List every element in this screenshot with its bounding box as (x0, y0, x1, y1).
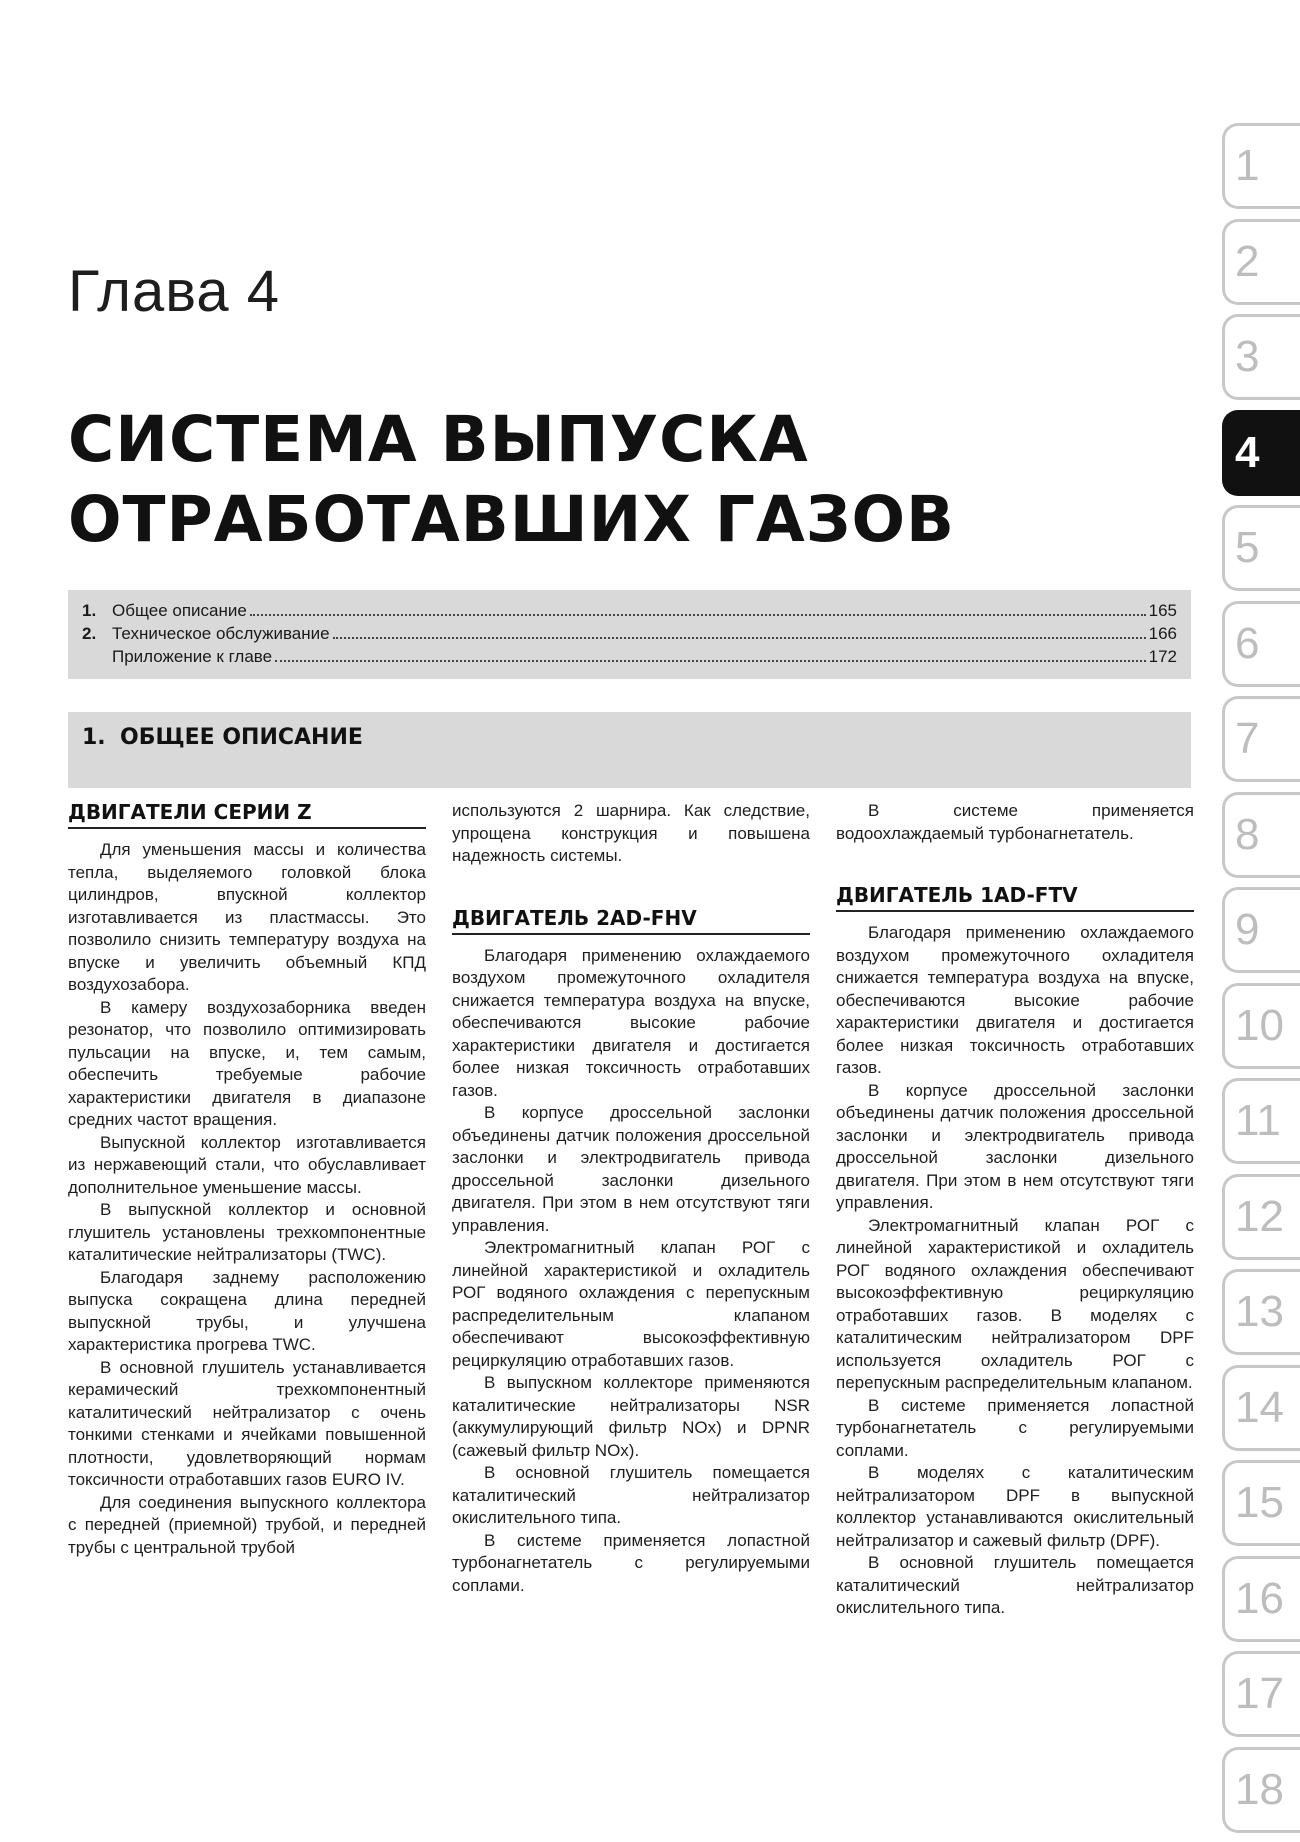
section-title: ОБЩЕЕ ОПИСАНИЕ (120, 725, 363, 750)
section-heading (68, 712, 1191, 788)
toc-entry[interactable] (82, 601, 1177, 624)
paragraph: Благодаря применению охлаждаемого воздухом промежуточного охладителя снижается температура воздуха на впуске, обеспечиваются высокие рабочие характеристики двигателя и достигается более низкая токсичность отработавших газов. (836, 923, 1194, 1077)
chapter-tab-18[interactable]: 18 (1222, 1747, 1300, 1833)
paragraph: В основной глушитель помещается каталитический нейтрализатор окислительного типа. (836, 1553, 1194, 1617)
chapter-tab-3[interactable]: 3 (1222, 314, 1300, 400)
toc-leader-dots (275, 660, 1146, 662)
paragraph: Для уменьшения массы и количества тепла, выделяемого головкой блока цилиндров, впускной коллектор изготавливается из пластмассы. Это позволило снизить температуру воздуха на впуске и увеличить объемный КПД воздухозабора. (68, 840, 426, 994)
paragraph: В основной глушитель устанавливается керамический трехкомпонентный каталитический нейтрализатор с очень тонкими стенками и ячейками повышенной плотности, удовлетворяющий нормам токсичности отработавших газов EURO IV. (68, 1357, 426, 1489)
paragraph: В камеру воздухозаборника введен резонатор, что позволило оптимизировать пульсации на впуске, и, тем самым, обеспечить требуемые рабочие характеристики двигателя в диапазоне средних частот вращения. (68, 997, 426, 1129)
chapter-tab-6[interactable]: 6 (1222, 601, 1300, 687)
toc-leader-dots (250, 614, 1146, 616)
chapter-tab-11[interactable]: 11 (1222, 1078, 1300, 1164)
chapter-tab-14[interactable]: 14 (1222, 1365, 1300, 1451)
paragraph: Для соединения выпускного коллектора с передней (приемной) трубой, и передней трубы с центральной трубой (68, 1492, 426, 1557)
text-column-1 (68, 800, 426, 1559)
paragraph: Электромагнитный клапан РОГ с линейной характеристикой и охладитель РОГ водяного охлаждения с перепускным распределительным клапаном обеспечивают высокоэффективную рециркуляцию отработавших газов. (452, 1238, 810, 1370)
chapter-tabs (1222, 123, 1300, 1842)
toc-entry-label: Техническое обслуживание (112, 624, 330, 643)
paragraph: В выпускном коллекторе применяются каталитические нейтрализаторы NSR (аккумулирующий фильтр NOx) и DPNR (сажевый фильтр NOx). (452, 1373, 810, 1460)
chapter-tab-12[interactable]: 12 (1222, 1174, 1300, 1260)
chapter-title (68, 400, 1028, 560)
chapter-tab-7[interactable]: 7 (1222, 696, 1300, 782)
subsection-heading: ДВИГАТЕЛИ СЕРИИ Z (68, 800, 426, 829)
text-column-2 (452, 800, 810, 1597)
chapter-title-line-1: СИСТЕМА ВЫПУСКА (68, 403, 809, 476)
paragraph: Благодаря заднему расположению выпуска сокращена длина передней выпускной трубы, и улучшена характеристика прогрева TWC. (68, 1267, 426, 1354)
chapter-tab-17[interactable]: 17 (1222, 1651, 1300, 1737)
chapter-tab-8[interactable]: 8 (1222, 792, 1300, 878)
paragraph: Благодаря применению охлаждаемого воздухом промежуточного охладителя снижается температура воздуха на впуске, обеспечиваются высокие рабочие характеристики двигателя и достигается более низкая токсичность отработавших газов. (452, 945, 810, 1100)
subsection-heading: ДВИГАТЕЛЬ 2AD-FHV (452, 906, 810, 935)
paragraph: Выпускной коллектор изготавливается из нержавеющий стали, что обуславливает дополнительное уменьшение массы. (68, 1132, 426, 1197)
paragraph: В системе применяется лопастной турбонагнетатель с регулируемыми соплами. (836, 1395, 1194, 1460)
paragraph: В выпускной коллектор и основной глушитель установлены трехкомпонентные каталитические нейтрализаторы (TWC). (68, 1200, 426, 1264)
paragraph: В основной глушитель помещается каталитический нейтрализатор окислительного типа. (452, 1463, 810, 1527)
paragraph: В системе применяется водоохлаждаемый турбонагнетатель. (836, 801, 1194, 843)
table-of-contents (68, 590, 1191, 679)
chapter-label: Глава 4 (68, 259, 281, 324)
toc-entry-page: 172 (1148, 647, 1177, 666)
text-column-3 (836, 800, 1194, 1620)
chapter-tab-2[interactable]: 2 (1222, 219, 1300, 305)
toc-entry-number: 1. (82, 601, 97, 620)
paragraph: В системе применяется лопастной турбонагнетатель с регулируемыми соплами. (452, 1530, 810, 1595)
paragraph: В корпусе дроссельной заслонки объединены датчик положения дроссельной заслонки и электродвигатель привода дроссельной заслонки дизельного двигателя. При этом в нем отсутствуют тяги управления. (452, 1103, 810, 1235)
toc-entry[interactable] (82, 647, 1177, 670)
chapter-tab-4[interactable]: 4 (1222, 410, 1300, 496)
paragraph: Электромагнитный клапан РОГ с линейной характеристикой и охладитель РОГ водяного охлаждения обеспечивают высокоэффективную рециркуляцию отработавших газов. В моделях с каталитическим нейтрализатором DPF используется охладитель РОГ с перепускным распределительным клапаном. (836, 1215, 1194, 1392)
toc-entry-page: 166 (1148, 624, 1177, 643)
paragraph: В моделях с каталитическим нейтрализатором DPF в выпускной коллектор устанавливаются окислительный нейтрализатор и сажевый фильтр (DPF). (836, 1463, 1194, 1550)
chapter-tab-13[interactable]: 13 (1222, 1269, 1300, 1355)
toc-leader-dots (333, 637, 1146, 639)
toc-entry-label: Общее описание (112, 601, 247, 620)
chapter-tab-16[interactable]: 16 (1222, 1556, 1300, 1642)
chapter-tab-9[interactable]: 9 (1222, 887, 1300, 973)
chapter-title-line-2: ОТРАБОТАВШИХ ГАЗОВ (68, 483, 956, 556)
toc-entry-page: 165 (1148, 601, 1177, 620)
toc-entry-number: 2. (82, 624, 97, 643)
toc-entry-label: Приложение к главе (112, 647, 273, 666)
paragraph-continuation: используются 2 шарнира. Как следствие, упрощена конструкция и повышена надежность системы. (452, 801, 810, 865)
subsection-heading: ДВИГАТЕЛЬ 1AD-FTV (836, 883, 1194, 912)
section-number: 1. (82, 725, 106, 750)
chapter-tab-5[interactable]: 5 (1222, 505, 1300, 591)
toc-entry[interactable] (82, 624, 1177, 647)
chapter-tab-15[interactable]: 15 (1222, 1460, 1300, 1546)
chapter-tab-1[interactable]: 1 (1222, 123, 1300, 209)
paragraph: В корпусе дроссельной заслонки объединены датчик положения дроссельной заслонки и электродвигатель привода дроссельной заслонки дизельного двигателя. При этом в нем отсутствуют тяги управления. (836, 1080, 1194, 1212)
chapter-tab-10[interactable]: 10 (1222, 983, 1300, 1069)
